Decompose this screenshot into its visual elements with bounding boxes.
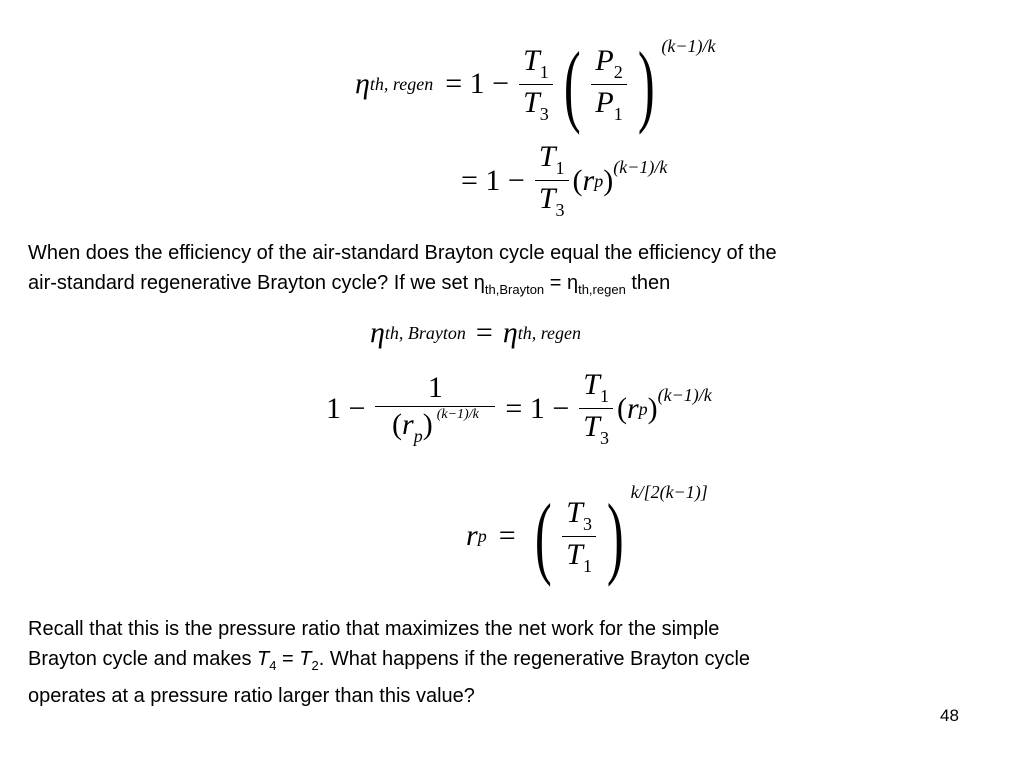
fraction-t3-t1: $\frac{T_3}{T_1}$ — [562, 498, 596, 575]
equation-regen-efficiency — [355, 33, 716, 135]
fraction-t1-t3: $\frac{T_1}{T_3}$ — [519, 46, 553, 123]
fraction-one-over-rp: $\frac{1}{(r_p) ^{(k-1)/k}}$ — [375, 373, 495, 445]
eta-subscript: th, regen — [369, 74, 434, 94]
eta-symbol: η — [355, 67, 370, 100]
fraction-t1-t3: $\frac{T_1}{T_3}$ — [535, 142, 569, 219]
equals-one-minus: = 1 − — [445, 67, 510, 100]
question-paragraph: When does the efficiency of the air-standard Brayton cycle equal the efficiency of the air-standard regenerative Brayton cycle? If we set $\eta_{th,Brayton} = \eta_{th,regen}$ then — [28, 242, 777, 297]
equation-regen-rp: = 1 − $\frac{T_1}{T_3}$ ( r p ) (k−1)/k — [461, 140, 668, 220]
fraction-t1-t3: $\frac{T_1}{T_3}$ — [579, 370, 613, 447]
equation-efficiencies-equal: η th, Brayton = η th, regen — [370, 316, 582, 349]
fraction-p2-p1: $\frac{P_2}{P_1}$ — [591, 46, 626, 123]
exponent: (k−1)/k — [613, 156, 668, 177]
exponent: k/[2(k−1)] — [630, 482, 708, 502]
recall-paragraph: Recall that this is the pressure ratio that maximizes the net work for the simple Brayton cycle and makes $T_4 = T_2$. What happens if the regenerative Brayton cycle operates at a pressure ratio larger than this value? — [28, 618, 751, 707]
exponent: (k−1)/k — [661, 36, 716, 56]
equation-brayton-equals-regen: 1 − $\frac{1}{(r_p) ^{(k-1)/k}}$ = 1 − $\frac{T_1}{T_3}$ ( r p ) (k−1)/k — [326, 368, 712, 448]
page-number: 48 — [940, 706, 959, 725]
equals-one-minus: = 1 − — [461, 163, 525, 197]
left-paren: ( — [563, 33, 581, 135]
right-paren: ) — [637, 33, 655, 135]
equation-optimal-pressure-ratio: r p = ( $\frac{T_3}{T_1}$ ) k/[2(k−1)] — [466, 482, 708, 587]
